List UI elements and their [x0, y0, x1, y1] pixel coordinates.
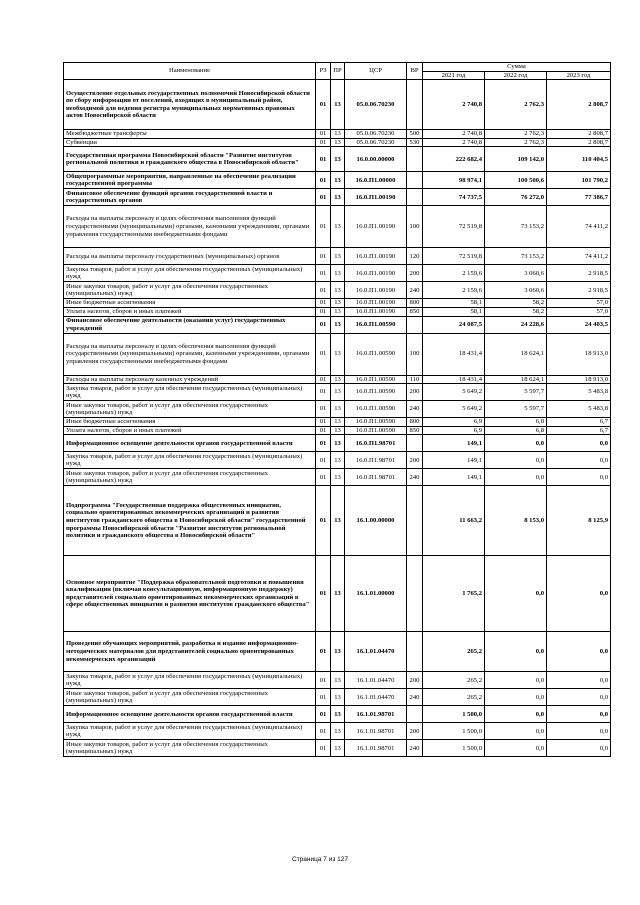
row-2021-cell: 1 500,0 [423, 723, 485, 740]
row-2021-cell: 2 159,6 [423, 282, 485, 299]
header-rz: РЗ [316, 63, 331, 80]
row-rz-cell: 01 [316, 384, 331, 401]
row-2023-cell: 2 808,7 [547, 130, 611, 139]
row-csr-cell: 16.0.П1.00190 [345, 189, 407, 206]
row-2023-cell: 2 918,5 [547, 282, 611, 299]
row-2021-cell: 72 519,8 [423, 206, 485, 248]
row-csr-cell: 16.1.01.04470 [345, 632, 407, 672]
row-vr-cell: 240 [407, 469, 423, 486]
row-rz-cell: 01 [316, 130, 331, 139]
row-2023-cell: 18 913,0 [547, 375, 611, 384]
row-csr-cell: 16.1.01.04470 [345, 672, 407, 689]
row-2023-cell: 0,0 [547, 556, 611, 632]
row-vr-cell: 120 [407, 248, 423, 265]
table-row [64, 723, 611, 740]
table-row [64, 426, 611, 435]
row-2022-cell: 0,0 [485, 469, 547, 486]
row-name-cell: Иные закупки товаров, работ и услуг для обеспечения государственных (муниципальных) нужд [64, 689, 316, 706]
row-2023-cell: 74 411,2 [547, 206, 611, 248]
row-2021-cell: 18 431,4 [423, 375, 485, 384]
row-2023-cell: 24 403,5 [547, 316, 611, 333]
row-csr-cell: 16.0.П1.00190 [345, 307, 407, 316]
row-2022-cell: 3 060,6 [485, 282, 547, 299]
row-vr-cell: 240 [407, 282, 423, 299]
row-2023-cell: 0,0 [547, 435, 611, 452]
row-2021-cell: 1 765,2 [423, 556, 485, 632]
row-2023-cell: 57,0 [547, 307, 611, 316]
row-pr-cell: 13 [331, 556, 345, 632]
row-rz-cell: 01 [316, 740, 331, 757]
row-vr-cell: 800 [407, 299, 423, 308]
row-rz-cell: 01 [316, 632, 331, 672]
row-name-cell: Закупка товаров, работ и услуг для обеспечения государственных (муниципальных) нужд [64, 384, 316, 401]
row-pr-cell: 13 [331, 172, 345, 189]
row-2022-cell: 0,0 [485, 452, 547, 469]
row-rz-cell: 01 [316, 189, 331, 206]
row-2023-cell: 0,0 [547, 740, 611, 757]
row-csr-cell: 16.0.П1.00190 [345, 248, 407, 265]
row-vr-cell: 200 [407, 384, 423, 401]
row-2022-cell: 8 153,0 [485, 486, 547, 556]
table-row [64, 130, 611, 139]
row-2021-cell: 72 519,8 [423, 248, 485, 265]
row-2021-cell: 265,2 [423, 689, 485, 706]
row-vr-cell: 240 [407, 740, 423, 757]
row-2023-cell: 0,0 [547, 723, 611, 740]
row-csr-cell: 16.1.01.98701 [345, 706, 407, 723]
table-row [64, 689, 611, 706]
row-name-cell: Информационное освещение деятельности органов государственной власти [64, 435, 316, 452]
row-rz-cell: 01 [316, 172, 331, 189]
row-rz-cell: 01 [316, 556, 331, 632]
row-rz-cell: 01 [316, 147, 331, 172]
row-2022-cell: 58,2 [485, 307, 547, 316]
row-name-cell: Основное мероприятие "Поддержка образовательной подготовки и повышения квалификации (включая консультационную, информационную поддержку) представителей социально ориентированных некоммерческих организаций в сфере общественных инициатив и развития институтов гражданского общества" [64, 556, 316, 632]
row-rz-cell: 01 [316, 469, 331, 486]
table-row [64, 147, 611, 172]
row-vr-cell [407, 316, 423, 333]
row-vr-cell [407, 632, 423, 672]
row-vr-cell: 240 [407, 401, 423, 418]
row-2021-cell: 6,9 [423, 426, 485, 435]
row-2021-cell: 2 159,6 [423, 265, 485, 282]
row-name-cell: Осуществление отдельных государственных полномочий Новосибирской области по сбору информации от поселений, входящих в муниципальный район, необходимой для ведения регистра муниципальных нормативных правовых актов Новосибирской области [64, 80, 316, 130]
row-vr-cell: 100 [407, 333, 423, 375]
row-rz-cell: 01 [316, 435, 331, 452]
row-2022-cell: 18 624,1 [485, 375, 547, 384]
row-2022-cell: 0,0 [485, 435, 547, 452]
row-2021-cell: 5 649,2 [423, 401, 485, 418]
header-year-2023: 2023 год [547, 71, 611, 80]
row-2023-cell: 0,0 [547, 452, 611, 469]
table-row [64, 435, 611, 452]
row-2021-cell: 58,1 [423, 307, 485, 316]
row-vr-cell: 530 [407, 138, 423, 147]
row-pr-cell: 13 [331, 316, 345, 333]
row-name-cell: Закупка товаров, работ и услуг для обеспечения государственных (муниципальных) нужд [64, 723, 316, 740]
row-pr-cell: 13 [331, 469, 345, 486]
row-name-cell: Уплата налогов, сборов и иных платежей [64, 426, 316, 435]
table-row [64, 248, 611, 265]
row-name-cell: Иные бюджетные ассигнования [64, 418, 316, 427]
row-rz-cell: 01 [316, 282, 331, 299]
row-rz-cell: 01 [316, 299, 331, 308]
row-2022-cell: 0,0 [485, 556, 547, 632]
row-2021-cell: 74 737,5 [423, 189, 485, 206]
row-name-cell: Расходы на выплаты персоналу государственных (муниципальных) органов [64, 248, 316, 265]
row-2023-cell: 0,0 [547, 632, 611, 672]
row-2021-cell: 58,1 [423, 299, 485, 308]
table-row [64, 384, 611, 401]
row-vr-cell [407, 556, 423, 632]
row-csr-cell: 16.0.П1.98701 [345, 469, 407, 486]
header-year-2021: 2021 год [423, 71, 485, 80]
row-name-cell: Иные бюджетные ассигнования [64, 299, 316, 308]
row-vr-cell [407, 172, 423, 189]
row-2022-cell: 6,8 [485, 418, 547, 427]
row-pr-cell: 13 [331, 452, 345, 469]
row-csr-cell: 16.0.П1.00590 [345, 316, 407, 333]
row-2022-cell: 0,0 [485, 672, 547, 689]
row-2021-cell: 11 663,2 [423, 486, 485, 556]
row-pr-cell: 13 [331, 265, 345, 282]
header-name: Наименование [64, 63, 316, 80]
row-2022-cell: 3 060,6 [485, 265, 547, 282]
header-pr: ПР [331, 63, 345, 80]
table-body [64, 80, 611, 757]
row-rz-cell: 01 [316, 486, 331, 556]
row-2021-cell: 2 740,8 [423, 80, 485, 130]
row-2022-cell: 2 762,3 [485, 130, 547, 139]
row-2022-cell: 109 142,0 [485, 147, 547, 172]
table-row [64, 469, 611, 486]
row-csr-cell: 16.0.П1.00190 [345, 265, 407, 282]
row-2023-cell: 101 790,2 [547, 172, 611, 189]
row-2023-cell: 5 483,8 [547, 384, 611, 401]
row-2021-cell: 222 682,4 [423, 147, 485, 172]
row-2023-cell: 74 411,2 [547, 248, 611, 265]
row-csr-cell: 05.0.06.70230 [345, 130, 407, 139]
table-row [64, 632, 611, 672]
row-rz-cell: 01 [316, 265, 331, 282]
table-row [64, 265, 611, 282]
row-pr-cell: 13 [331, 307, 345, 316]
row-vr-cell: 800 [407, 418, 423, 427]
row-2022-cell: 2 762,3 [485, 138, 547, 147]
row-2021-cell: 149,1 [423, 469, 485, 486]
table-row [64, 316, 611, 333]
row-pr-cell: 13 [331, 147, 345, 172]
row-rz-cell: 01 [316, 307, 331, 316]
row-pr-cell: 13 [331, 632, 345, 672]
table-row [64, 172, 611, 189]
row-csr-cell: 16.0.П1.00590 [345, 384, 407, 401]
row-2021-cell: 149,1 [423, 452, 485, 469]
row-2022-cell: 18 624,1 [485, 333, 547, 375]
header-csr: ЦСР [345, 63, 407, 80]
row-csr-cell: 16.0.П1.98701 [345, 435, 407, 452]
row-2022-cell: 0,0 [485, 632, 547, 672]
table-row [64, 282, 611, 299]
row-name-cell: Проведение обучающих мероприятий, разработка и издание информационно-методических материалов для представителей социально ориентированных некоммерческих организаций [64, 632, 316, 672]
row-csr-cell: 16.0.П1.00190 [345, 206, 407, 248]
row-pr-cell: 13 [331, 375, 345, 384]
row-rz-cell: 01 [316, 452, 331, 469]
row-csr-cell: 16.0.П1.00190 [345, 299, 407, 308]
row-csr-cell: 16.0.П1.00590 [345, 375, 407, 384]
row-vr-cell [407, 706, 423, 723]
row-name-cell: Государственная программа Новосибирской области "Развитие институтов региональной политики и гражданского общества в Новосибирской области" [64, 147, 316, 172]
row-rz-cell: 01 [316, 375, 331, 384]
row-name-cell: Закупка товаров, работ и услуг для обеспечения государственных (муниципальных) нужд [64, 672, 316, 689]
row-pr-cell: 13 [331, 80, 345, 130]
row-2022-cell: 0,0 [485, 723, 547, 740]
row-2021-cell: 1 500,0 [423, 706, 485, 723]
row-rz-cell: 01 [316, 401, 331, 418]
row-2023-cell: 110 404,5 [547, 147, 611, 172]
row-rz-cell: 01 [316, 80, 331, 130]
row-csr-cell: 16.0.П1.00000 [345, 172, 407, 189]
row-vr-cell: 500 [407, 130, 423, 139]
row-csr-cell: 16.1.01.98701 [345, 723, 407, 740]
row-vr-cell: 200 [407, 265, 423, 282]
row-pr-cell: 13 [331, 206, 345, 248]
row-csr-cell: 16.0.П1.00590 [345, 333, 407, 375]
row-vr-cell: 240 [407, 689, 423, 706]
row-2022-cell: 0,0 [485, 689, 547, 706]
row-2022-cell: 5 597,7 [485, 384, 547, 401]
row-name-cell: Общепрограммные мероприятия, направленные на обеспечение реализации государственной программы [64, 172, 316, 189]
row-name-cell: Информационное освещение деятельности органов государственной власти [64, 706, 316, 723]
budget-table [63, 62, 611, 757]
row-name-cell: Уплата налогов, сборов и иных платежей [64, 307, 316, 316]
table-row [64, 486, 611, 556]
table-row [64, 375, 611, 384]
row-rz-cell: 01 [316, 248, 331, 265]
row-2021-cell: 5 649,2 [423, 384, 485, 401]
row-rz-cell: 01 [316, 418, 331, 427]
row-2021-cell: 18 431,4 [423, 333, 485, 375]
row-2023-cell: 0,0 [547, 706, 611, 723]
row-csr-cell: 05.0.06.70230 [345, 138, 407, 147]
row-2021-cell: 2 740,8 [423, 138, 485, 147]
row-pr-cell: 13 [331, 435, 345, 452]
row-name-cell: Закупка товаров, работ и услуг для обеспечения государственных (муниципальных) нужд [64, 265, 316, 282]
row-pr-cell: 13 [331, 401, 345, 418]
row-2023-cell: 77 386,7 [547, 189, 611, 206]
row-pr-cell: 13 [331, 299, 345, 308]
row-2022-cell: 58,2 [485, 299, 547, 308]
table-row [64, 189, 611, 206]
row-2022-cell: 100 500,6 [485, 172, 547, 189]
row-2022-cell: 5 597,7 [485, 401, 547, 418]
row-2022-cell: 73 153,2 [485, 248, 547, 265]
row-name-cell: Подпрограмма "Государственная поддержка общественных инициатив, социально ориентированных некоммерческих организаций и развития институтов гражданского общества в Новосибирской области" государственной программы Новосибирской области "Развитие институтов региональной политики и гражданского общества в Новосибирской области" [64, 486, 316, 556]
table-row [64, 138, 611, 147]
row-name-cell: Иные закупки товаров, работ и услуг для обеспечения государственных (муниципальных) нужд [64, 740, 316, 757]
row-2023-cell: 0,0 [547, 469, 611, 486]
row-2023-cell: 6,7 [547, 426, 611, 435]
table-row [64, 401, 611, 418]
row-2022-cell: 76 272,0 [485, 189, 547, 206]
row-pr-cell: 13 [331, 740, 345, 757]
table-row [64, 206, 611, 248]
row-vr-cell [407, 486, 423, 556]
row-pr-cell: 13 [331, 426, 345, 435]
table-row [64, 556, 611, 632]
table-row [64, 418, 611, 427]
row-2021-cell: 149,1 [423, 435, 485, 452]
row-2022-cell: 73 153,2 [485, 206, 547, 248]
row-pr-cell: 13 [331, 138, 345, 147]
row-csr-cell: 16.0.П1.00590 [345, 401, 407, 418]
row-rz-cell: 01 [316, 333, 331, 375]
row-csr-cell: 16.1.01.00000 [345, 556, 407, 632]
row-vr-cell: 200 [407, 672, 423, 689]
page-number: Страница 7 из 127 [292, 856, 348, 863]
row-rz-cell: 01 [316, 672, 331, 689]
row-2021-cell: 24 087,5 [423, 316, 485, 333]
row-vr-cell: 200 [407, 452, 423, 469]
row-2023-cell: 0,0 [547, 689, 611, 706]
table-row [64, 299, 611, 308]
row-csr-cell: 16.0.П1.00590 [345, 418, 407, 427]
row-2023-cell: 8 125,9 [547, 486, 611, 556]
row-vr-cell: 850 [407, 307, 423, 316]
row-name-cell: Иные закупки товаров, работ и услуг для обеспечения государственных (муниципальных) нужд [64, 469, 316, 486]
row-vr-cell: 200 [407, 723, 423, 740]
row-2023-cell: 0,0 [547, 672, 611, 689]
row-name-cell: Расходы на выплаты персоналу казенных учреждений [64, 375, 316, 384]
row-vr-cell: 850 [407, 426, 423, 435]
row-rz-cell: 01 [316, 138, 331, 147]
row-pr-cell: 13 [331, 689, 345, 706]
row-pr-cell: 13 [331, 130, 345, 139]
row-vr-cell [407, 435, 423, 452]
row-2021-cell: 2 740,8 [423, 130, 485, 139]
row-2021-cell: 265,2 [423, 632, 485, 672]
row-csr-cell: 05.0.06.70230 [345, 80, 407, 130]
row-name-cell: Расходы на выплаты персоналу в целях обеспечения выполнения функций государственными (муниципальными) органами, казенными учреждениями, органами управления государственными внебюджетными фондами [64, 333, 316, 375]
row-rz-cell: 01 [316, 206, 331, 248]
row-name-cell: Финансовое обеспечение функций органов государственной власти и государственных органов [64, 189, 316, 206]
row-name-cell: Расходы на выплаты персоналу в целях обеспечения выполнения функций государственными (муниципальными) органами, казенными учреждениями, органами управления государственными внебюджетными фондами [64, 206, 316, 248]
row-csr-cell: 16.0.00.00000 [345, 147, 407, 172]
row-name-cell: Субвенции [64, 138, 316, 147]
row-pr-cell: 13 [331, 486, 345, 556]
row-2021-cell: 6,9 [423, 418, 485, 427]
table-row [64, 80, 611, 130]
table-row [64, 333, 611, 375]
row-2023-cell: 2 918,5 [547, 265, 611, 282]
row-2022-cell: 6,8 [485, 426, 547, 435]
row-2023-cell: 6,7 [547, 418, 611, 427]
row-2022-cell: 0,0 [485, 706, 547, 723]
row-vr-cell: 100 [407, 206, 423, 248]
row-pr-cell: 13 [331, 333, 345, 375]
header-vr: ВР [407, 63, 423, 80]
row-vr-cell: 110 [407, 375, 423, 384]
row-name-cell: Иные закупки товаров, работ и услуг для обеспечения государственных (муниципальных) нужд [64, 282, 316, 299]
row-pr-cell: 13 [331, 672, 345, 689]
row-2022-cell: 0,0 [485, 740, 547, 757]
row-2021-cell: 1 500,0 [423, 740, 485, 757]
row-rz-cell: 01 [316, 723, 331, 740]
table-row [64, 307, 611, 316]
row-2021-cell: 265,2 [423, 672, 485, 689]
row-vr-cell [407, 189, 423, 206]
row-2023-cell: 2 808,7 [547, 80, 611, 130]
row-pr-cell: 13 [331, 706, 345, 723]
header-year-2022: 2022 год [485, 71, 547, 80]
row-pr-cell: 13 [331, 189, 345, 206]
table-header [64, 63, 611, 80]
row-name-cell: Иные закупки товаров, работ и услуг для обеспечения государственных (муниципальных) нужд [64, 401, 316, 418]
row-csr-cell: 16.1.01.98701 [345, 740, 407, 757]
row-csr-cell: 16.0.П1.00190 [345, 282, 407, 299]
row-pr-cell: 13 [331, 384, 345, 401]
row-vr-cell [407, 147, 423, 172]
row-name-cell: Закупка товаров, работ и услуг для обеспечения государственных (муниципальных) нужд [64, 452, 316, 469]
table-row [64, 452, 611, 469]
row-rz-cell: 01 [316, 689, 331, 706]
row-vr-cell [407, 80, 423, 130]
row-pr-cell: 13 [331, 282, 345, 299]
row-pr-cell: 13 [331, 418, 345, 427]
row-rz-cell: 01 [316, 706, 331, 723]
table-row [64, 672, 611, 689]
row-pr-cell: 13 [331, 248, 345, 265]
row-csr-cell: 16.0.П1.00590 [345, 426, 407, 435]
row-2023-cell: 2 808,7 [547, 138, 611, 147]
row-pr-cell: 13 [331, 723, 345, 740]
row-2021-cell: 98 974,1 [423, 172, 485, 189]
table-row [64, 706, 611, 723]
row-2023-cell: 18 913,0 [547, 333, 611, 375]
row-csr-cell: 16.1.01.04470 [345, 689, 407, 706]
header-sum: Сумма [423, 63, 611, 72]
row-2023-cell: 5 483,8 [547, 401, 611, 418]
row-rz-cell: 01 [316, 426, 331, 435]
table-row [64, 740, 611, 757]
row-2022-cell: 24 228,6 [485, 316, 547, 333]
row-name-cell: Межбюджетные трансферты [64, 130, 316, 139]
row-csr-cell: 16.1.00.00000 [345, 486, 407, 556]
row-rz-cell: 01 [316, 316, 331, 333]
row-2023-cell: 57,0 [547, 299, 611, 308]
row-name-cell: Финансовое обеспечение деятельности (оказания услуг) государственных учреждений [64, 316, 316, 333]
row-2022-cell: 2 762,3 [485, 80, 547, 130]
row-csr-cell: 16.0.П1.98701 [345, 452, 407, 469]
